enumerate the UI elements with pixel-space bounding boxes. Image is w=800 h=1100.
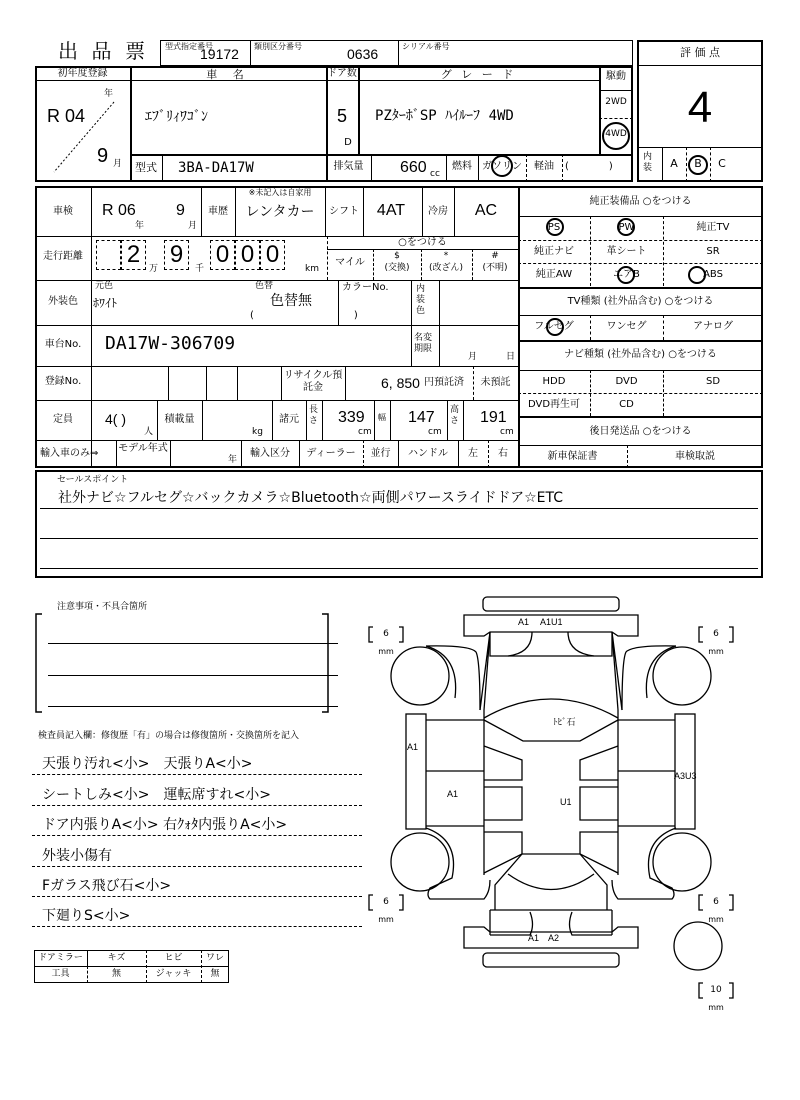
- history-note: ※未記入は自家用: [248, 188, 312, 197]
- navi-hdd[interactable]: HDD: [542, 376, 566, 387]
- fuel-option-diesel[interactable]: 軽油: [534, 161, 554, 172]
- divider: [411, 280, 412, 325]
- divider: [338, 280, 339, 325]
- date-slash-icon: [50, 96, 123, 176]
- inspector-note: Fガラス飛び石<小>: [42, 878, 172, 894]
- capacity-label: 定員: [53, 414, 73, 425]
- divider: [168, 366, 169, 400]
- tread-unit: mm: [378, 915, 394, 924]
- page-title: 出 品 票: [58, 41, 150, 63]
- tread-front-right: [698, 626, 734, 656]
- divider: [518, 263, 763, 264]
- sen-unit: 千: [195, 264, 205, 274]
- divider: [35, 400, 518, 401]
- front-right-fender: [622, 646, 676, 710]
- selected-circle-icon: [688, 155, 708, 175]
- grade-value: PZﾀｰﾎﾞSP ﾊｲﾙｰﾌ 4WD: [375, 108, 514, 124]
- changed-color-value: 色替無: [270, 293, 312, 309]
- mileage-digit[interactable]: 2: [121, 240, 146, 270]
- shaken-month: 9: [176, 202, 185, 219]
- inspector-note: 天張り汚れ<小> 天張りA<小>: [42, 756, 253, 772]
- damage-left-door: A1: [447, 789, 459, 799]
- later-warranty[interactable]: 新車保証書: [547, 451, 598, 462]
- ac-value: AC: [474, 202, 498, 219]
- damage-front-bumper: A1 A1U1: [518, 617, 563, 627]
- rear-bumper-bottom: [483, 953, 619, 967]
- changed-color-paren: ( ): [250, 310, 358, 321]
- divider: [162, 154, 163, 182]
- tread-rear-right: [698, 894, 734, 924]
- mileage-option-mile[interactable]: マイル: [335, 257, 365, 268]
- dims-label: 諸元: [279, 414, 299, 425]
- writing-line: [40, 538, 758, 539]
- tv-fullseg[interactable]: フルセグ: [534, 321, 574, 332]
- import-parallel-option[interactable]: 並行: [370, 448, 391, 459]
- tread-unit: mm: [708, 647, 724, 656]
- divider: [202, 400, 203, 440]
- tread-rear-left: [368, 894, 404, 924]
- tread-front-left: [368, 626, 404, 656]
- navi-cd[interactable]: CD: [619, 399, 634, 410]
- tread-value: 10: [710, 985, 722, 995]
- divider: [250, 40, 251, 66]
- tread-unit: mm: [378, 647, 394, 656]
- dim-unit: cm: [358, 427, 372, 437]
- serial-number-label: シリアル番号: [402, 42, 450, 51]
- load-unit: kg: [252, 427, 263, 437]
- doors-value: 5: [336, 106, 347, 126]
- displacement-value: 660: [400, 159, 427, 176]
- mileage-digit[interactable]: 0: [260, 240, 285, 270]
- sales-point-label: セールスポイント: [57, 475, 129, 485]
- mileage-digit[interactable]: [96, 240, 121, 270]
- score-label: 評 価 点: [680, 46, 720, 59]
- man-unit: 万: [149, 264, 159, 274]
- shaken-label: 車検: [53, 206, 73, 217]
- divider: [562, 154, 563, 182]
- score-value: 4: [687, 83, 713, 132]
- equipment-leather-seat[interactable]: 革シート: [606, 246, 647, 257]
- inspector-label: 検査員記入欄：修復歴「有」の場合は修復箇所・交換箇所を記入: [38, 731, 300, 741]
- length-value: 339: [338, 409, 365, 426]
- doors-label: ドア数: [327, 68, 357, 79]
- equipment-pw[interactable]: PW: [618, 222, 635, 233]
- equipment-genuine-aw[interactable]: 純正AW: [535, 269, 573, 280]
- divider: [91, 186, 92, 468]
- interior-color-label: 内装色: [416, 284, 426, 316]
- tools-table-cell: キズ: [107, 953, 126, 963]
- displacement-unit: cc: [430, 169, 440, 179]
- writing-line: [40, 508, 758, 509]
- interior-option-a[interactable]: A: [670, 157, 678, 170]
- divider: [447, 400, 448, 440]
- year-unit: 年: [228, 455, 238, 465]
- tools-table-cell: 無: [111, 969, 121, 979]
- capacity-unit: 人: [144, 427, 154, 437]
- model-spec-value: 19172: [200, 46, 239, 62]
- damage-roof: U1: [560, 797, 572, 807]
- divider: [518, 287, 763, 289]
- writing-line: [32, 805, 362, 806]
- divider: [463, 400, 464, 440]
- month-unit: 月: [188, 221, 198, 231]
- chassis-value: DA17W-306709: [105, 333, 236, 354]
- divider: [237, 366, 238, 400]
- tools-table-cell: ワレ: [205, 953, 224, 963]
- exterior-color-label: 外装色: [48, 296, 78, 307]
- dim-unit: cm: [500, 427, 514, 437]
- handle-right-option[interactable]: 右: [498, 448, 508, 459]
- rear-left-tire: [391, 833, 449, 891]
- tread-value: 6: [713, 897, 719, 907]
- divider: [518, 315, 763, 316]
- tread-spare: [698, 982, 734, 1012]
- divider: [599, 118, 633, 119]
- writing-line: [48, 706, 338, 707]
- drive-option-2wd[interactable]: 2WD: [605, 97, 627, 107]
- mileage-option-exchanged[interactable]: (交換): [384, 263, 410, 273]
- selected-circle-icon: [617, 266, 635, 284]
- year-unit: 年: [104, 89, 114, 99]
- shaken-year: R 06: [102, 202, 136, 219]
- divider: [411, 325, 412, 366]
- mileage-digit[interactable]: 0: [235, 240, 260, 270]
- day-unit: 日: [506, 352, 516, 362]
- later-manual[interactable]: 車検取説: [675, 451, 715, 462]
- equipment-ps[interactable]: PS: [547, 222, 561, 233]
- front-bumper-top: [483, 597, 619, 611]
- name-change-label: 名変期限: [414, 333, 433, 354]
- divider: [637, 65, 763, 66]
- recycle-suffix: 円預託済: [424, 377, 464, 388]
- notes-label: 注意事項・不具合箇所: [57, 602, 148, 612]
- tv-oneseg[interactable]: ワンセグ: [606, 321, 647, 332]
- fuel-other[interactable]: ( ): [565, 161, 613, 172]
- selected-circle-icon: [602, 122, 630, 150]
- divider: [599, 90, 633, 91]
- drive-label: 駆動: [606, 71, 626, 82]
- divider: [35, 366, 518, 367]
- handle-label: ハンドル: [408, 448, 448, 459]
- divider: [206, 366, 207, 400]
- damage-rear-bumper: A1 A2: [528, 933, 560, 943]
- import-type-label: 輸入区分: [250, 448, 290, 459]
- tools-table-cell: 工具: [51, 969, 70, 979]
- height-label: 高さ: [450, 405, 460, 426]
- equipment-airbag[interactable]: エアB: [613, 269, 640, 280]
- divider: [439, 280, 440, 366]
- original-color-value: ﾎﾜｲﾄ: [93, 296, 118, 310]
- import-dealer-option[interactable]: ディーラー: [306, 448, 356, 459]
- equipment-title: 純正装備品 ○をつける: [589, 196, 692, 207]
- grade-label: グ レ ー ド: [440, 68, 517, 81]
- divider: [322, 400, 323, 440]
- rear-right-tire: [653, 833, 711, 891]
- type-value: 3BA-DA17W: [178, 160, 254, 176]
- writing-line: [48, 675, 338, 676]
- displacement-label: 排気量: [333, 161, 364, 172]
- inspector-note: シートしみ<小> 運転席すれ<小>: [42, 787, 271, 803]
- mileage-option-symbol: $: [394, 251, 400, 261]
- drive-option-4wd[interactable]: 4WD: [605, 129, 627, 139]
- rear-right-fender: [612, 828, 676, 899]
- shift-label: シフト: [329, 206, 359, 217]
- class-number-value: 0636: [347, 46, 379, 62]
- spare-tire: [674, 922, 722, 970]
- mileage-option-symbol: *: [443, 251, 449, 261]
- equipment-abs[interactable]: ABS: [703, 269, 723, 280]
- interior-option-b[interactable]: B: [694, 157, 702, 170]
- first-reg-month: 9: [97, 145, 109, 167]
- fuel-option-gasoline[interactable]: ガソリン: [482, 161, 522, 172]
- shift-value: 4AT: [376, 202, 406, 219]
- left-side-panel: [406, 714, 426, 829]
- year-unit: 年: [135, 221, 145, 231]
- mileage-mark-label: ○をつける: [398, 237, 447, 248]
- writing-line: [32, 896, 362, 897]
- tools-table-cell: ジャッキ: [155, 969, 192, 979]
- navi-sd[interactable]: SD: [705, 376, 721, 387]
- writing-line: [40, 568, 758, 569]
- divider: [398, 40, 399, 66]
- registration-label: 登録No.: [44, 376, 82, 387]
- selected-circle-icon: [546, 318, 564, 336]
- month-unit: 月: [113, 159, 123, 169]
- navi-dvd[interactable]: DVD: [615, 376, 638, 387]
- first-reg-year: R 04: [47, 106, 86, 126]
- divider: [345, 366, 346, 400]
- tread-value: 6: [383, 629, 389, 639]
- width-label: 幅: [378, 413, 386, 422]
- tv-title: TV種類 (社外品含む) ○をつける: [567, 296, 714, 307]
- tread-value: 6: [383, 897, 389, 907]
- damage-hood: ﾄﾋﾞ石: [553, 717, 576, 727]
- divider: [518, 370, 763, 371]
- length-label: 長さ: [309, 405, 319, 426]
- inspector-note: ドア内張りA<小> 右ｸｫﾀ内張りA<小>: [42, 817, 288, 833]
- later-title: 後日発送品 ○をつける: [589, 426, 692, 437]
- divider: [35, 440, 518, 441]
- tv-analog[interactable]: アナログ: [693, 321, 733, 332]
- tools-table-cell: ヒビ: [164, 953, 183, 963]
- interior-label: 内装: [643, 152, 653, 173]
- equipment-genuine-navi[interactable]: 純正ナビ: [534, 246, 574, 257]
- month-unit: 月: [468, 352, 478, 362]
- divider: [371, 154, 372, 182]
- divider: [327, 249, 518, 250]
- mileage-label: 走行距離: [43, 251, 83, 262]
- selected-circle-icon: [546, 218, 564, 236]
- divider: [130, 154, 633, 156]
- mileage-option-unknown[interactable]: (不明): [482, 263, 508, 273]
- divider: [518, 393, 763, 394]
- interior-option-c[interactable]: C: [718, 157, 726, 170]
- original-color-label: 元色: [95, 281, 114, 291]
- divider: [34, 966, 229, 967]
- tools-table-cell: 無: [210, 969, 220, 979]
- writing-line: [32, 926, 362, 927]
- sales-point-text: 社外ナビ☆フルセグ☆バックカメラ☆Bluetooth☆両側パワースライドドア☆ETC: [58, 490, 563, 506]
- navi-dvd-playback[interactable]: DVD再生可: [527, 399, 581, 410]
- tread-unit: mm: [708, 915, 724, 924]
- damage-left-side: A1: [407, 742, 419, 752]
- rear-left-fender: [426, 828, 490, 899]
- mileage-digit[interactable]: 0: [210, 240, 235, 270]
- changed-color-label: 色替: [255, 281, 274, 291]
- tread-unit: mm: [708, 1003, 724, 1012]
- writing-line: [32, 866, 362, 867]
- handle-left-option[interactable]: 左: [468, 448, 478, 459]
- doors-unit: D: [344, 137, 352, 148]
- divider: [518, 240, 763, 241]
- capacity-value: 4( ): [105, 411, 126, 427]
- ac-label: 冷房: [428, 206, 448, 217]
- divider: [281, 366, 282, 400]
- equipment-sunroof[interactable]: SR: [706, 246, 720, 257]
- writing-line: [48, 643, 338, 644]
- inspector-note: 外装小傷有: [42, 848, 112, 864]
- mileage-digit[interactable]: 9: [164, 240, 189, 270]
- model-year-label: モデル年式: [118, 443, 168, 454]
- divider: [306, 400, 307, 440]
- tools-table-cell: ドアミラー: [38, 953, 83, 963]
- dim-unit: cm: [428, 427, 442, 437]
- height-value: 191: [480, 409, 507, 426]
- recycle-unpaid[interactable]: 未預託: [480, 377, 511, 388]
- divider: [518, 416, 763, 418]
- first-reg-label: 初年度登録: [57, 68, 108, 79]
- type-label: 型式: [135, 161, 157, 174]
- divider: [35, 325, 518, 326]
- car-name-label: 車 名: [206, 68, 250, 81]
- color-no-label: カラーNo.: [342, 282, 389, 293]
- selected-circle-icon: [491, 155, 513, 177]
- writing-line: [32, 774, 362, 775]
- car-name-value: ｴﾌﾞﾘｨﾜｺﾞﾝ: [145, 109, 208, 125]
- history-value: レンタカー: [245, 204, 315, 220]
- model-spec-label: 型式指定番号: [165, 42, 213, 51]
- front-left-fender: [426, 646, 480, 710]
- recycle-label: リサイクル預託金: [283, 370, 343, 393]
- writing-line: [32, 835, 362, 836]
- load-label: 積載量: [164, 414, 195, 425]
- mileage-option-symbol: #: [491, 251, 499, 261]
- recycle-value: 6, 850: [381, 375, 420, 391]
- inspector-note: 下廻りS<小>: [42, 908, 131, 924]
- import-label: 輸入車のみ⇒: [40, 448, 99, 459]
- fuel-label: 燃料: [452, 161, 472, 172]
- divider: [170, 440, 171, 468]
- notes-bracket-icon: [32, 608, 332, 718]
- sales-point-block: [35, 470, 763, 578]
- navi-title: ナビ種類 (社外品含む) ○をつける: [564, 349, 717, 360]
- mileage-option-tampered[interactable]: (改ざん): [428, 263, 464, 273]
- equipment-genuine-tv[interactable]: 純正TV: [696, 222, 730, 233]
- divider: [518, 340, 763, 342]
- selected-circle-icon: [688, 266, 706, 284]
- divider: [518, 216, 763, 217]
- tread-value: 6: [713, 629, 719, 639]
- divider: [637, 147, 763, 148]
- width-value: 147: [408, 409, 435, 426]
- divider: [390, 400, 391, 440]
- class-number-label: 類別区分番号: [254, 42, 302, 51]
- chassis-label: 車台No.: [44, 339, 82, 350]
- divider: [518, 445, 763, 446]
- damage-right-side: A3U3: [674, 771, 697, 781]
- km-unit: km: [305, 264, 319, 274]
- history-label: 車歴: [208, 206, 228, 217]
- selected-circle-icon: [617, 218, 635, 236]
